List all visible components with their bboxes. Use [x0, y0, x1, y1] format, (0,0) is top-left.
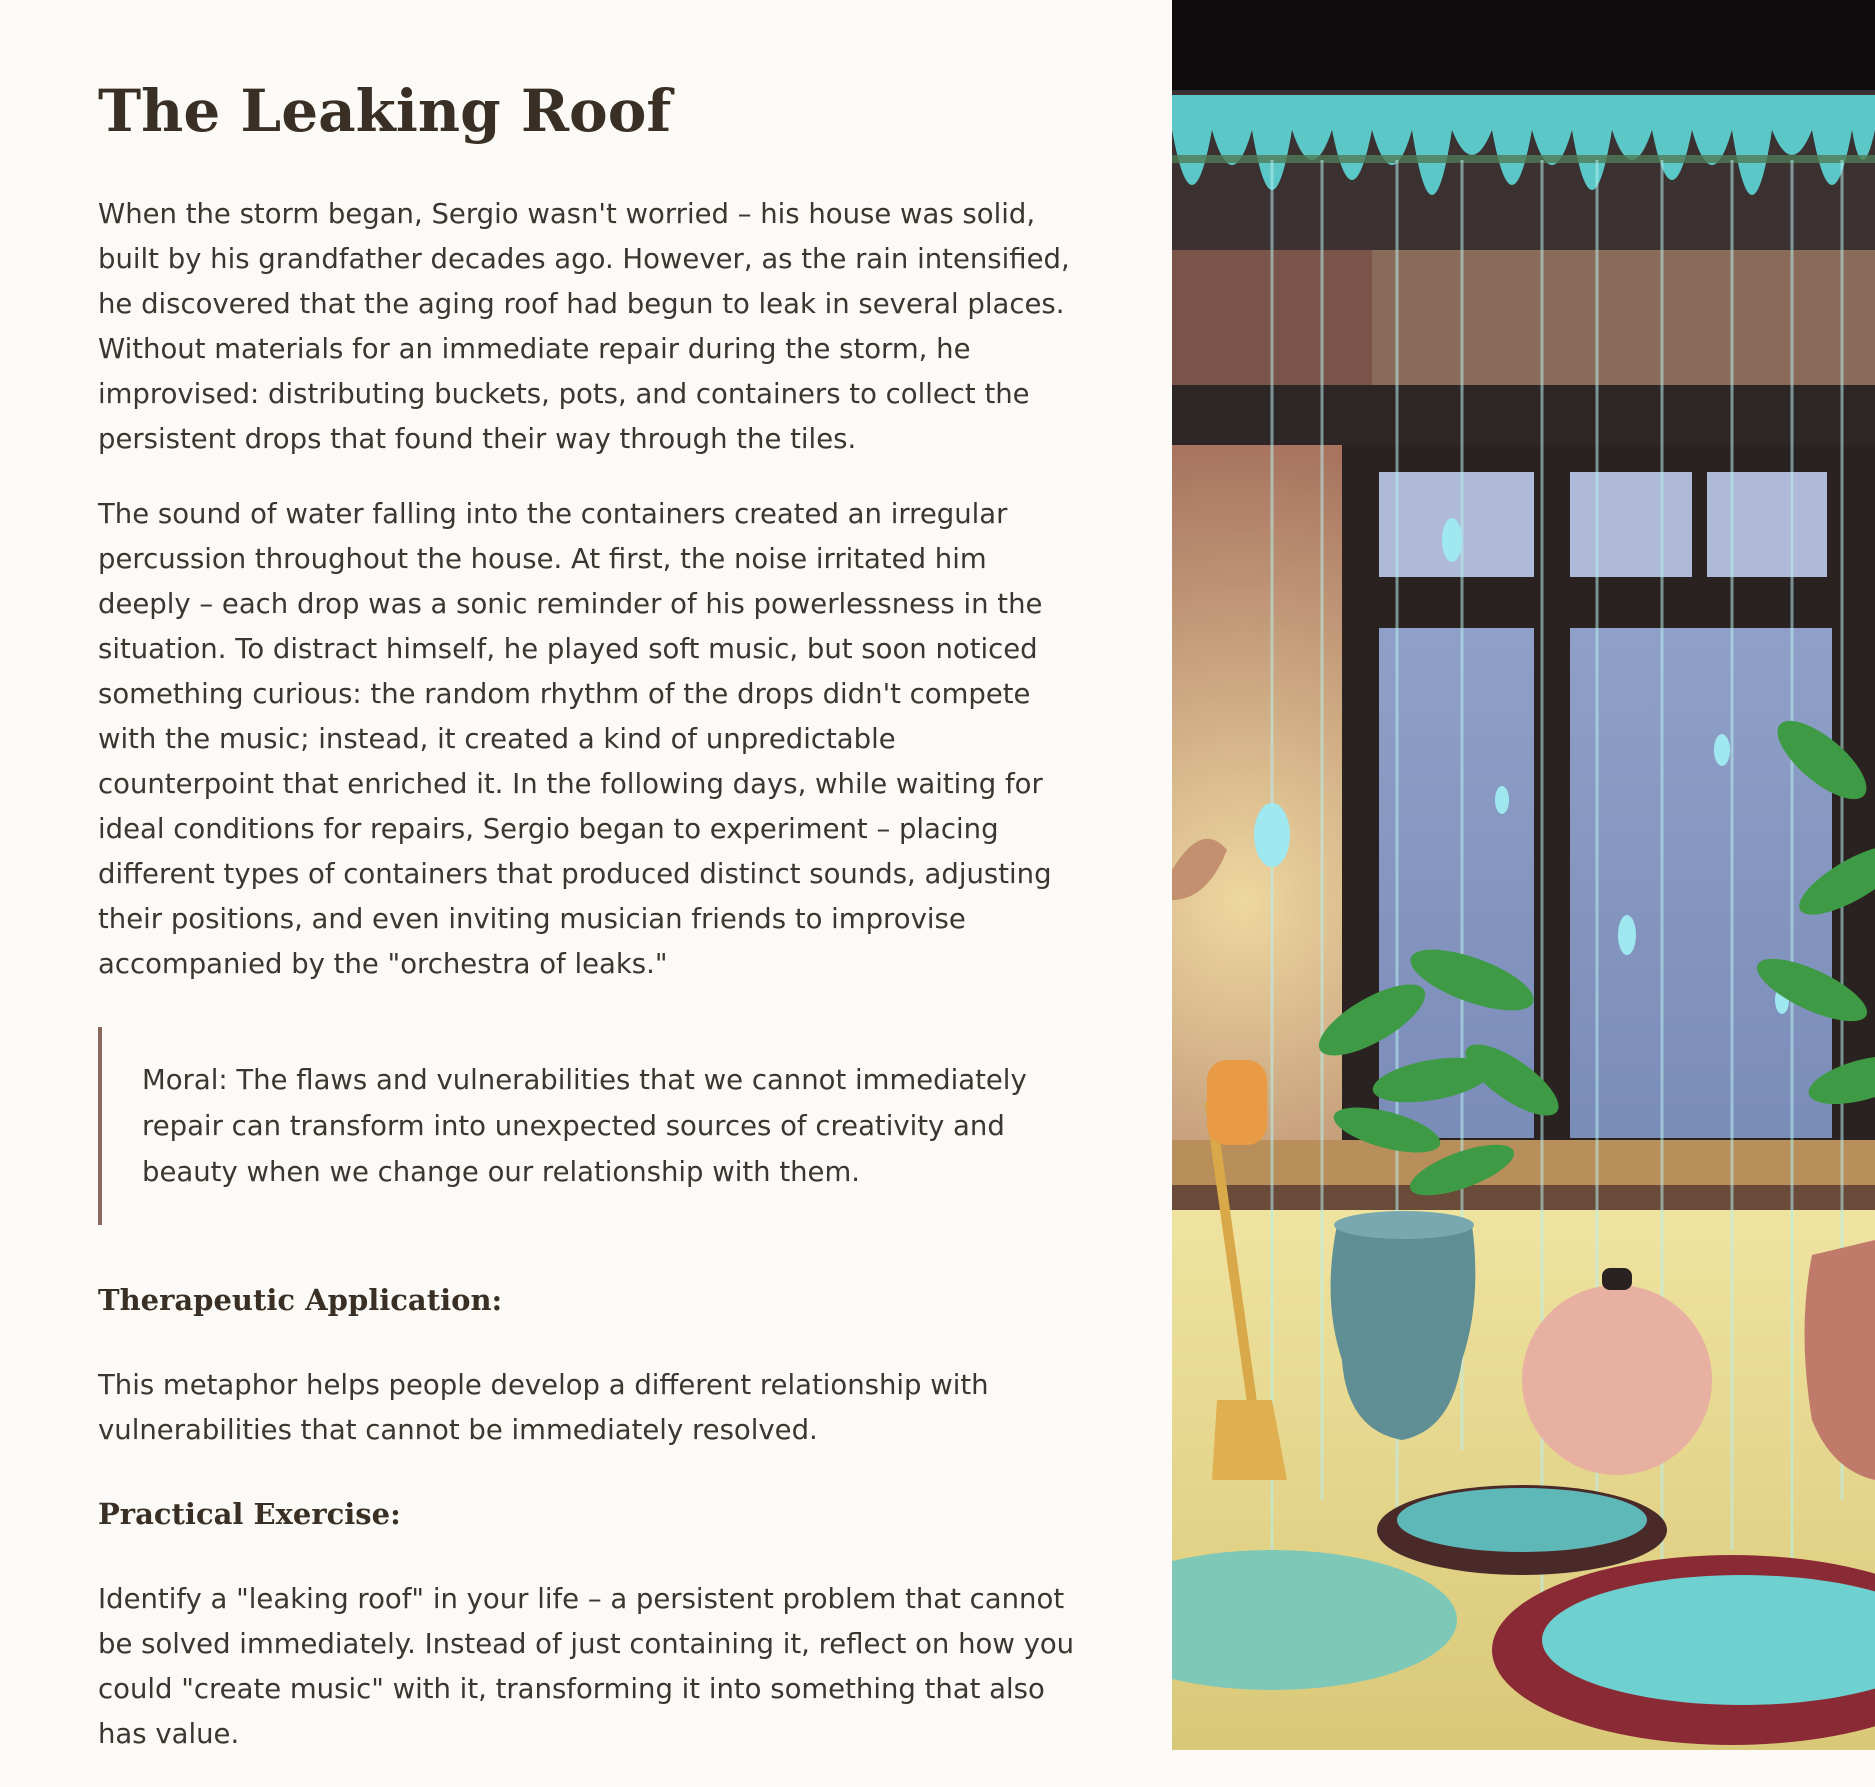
moral-text: Moral: The flaws and vulnerabilities that we cannot immediately repair can transform into unexpected sources of creativity and beauty when we change our relationship with them. — [142, 1063, 1027, 1188]
rainy-room-illustration — [1172, 0, 1875, 1750]
therapeutic-heading: Therapeutic Application: — [98, 1282, 503, 1317]
article — [98, 77, 1078, 1787]
exercise-heading: Practical Exercise: — [98, 1496, 401, 1531]
page-title: The Leaking Roof — [98, 77, 672, 145]
moral-blockquote — [98, 1027, 1078, 1225]
therapeutic-text: This metaphor helps people develop a different relationship with vulnerabilities that cannot be immediately resolved. — [98, 1368, 989, 1446]
story-paragraph-2: The sound of water falling into the containers created an irregular percussion throughout the house. At first, the noise irritated him deeply – each drop was a sonic reminder of his powerlessness in the situation. To distract himself, he played soft music, but soon noticed something curious: the random rhythm of the drops didn't compete with the music; instead, it created a kind of unpredictable counterpoint that enriched it. In the following days, while waiting for ideal conditions for repairs, Sergio began to experiment – placing different types of containers that produced distinct sounds, adjusting their positions, and even inviting musician friends to improvise accompanied by the "orchestra of leaks." — [98, 497, 1052, 980]
exercise-text: Identify a "leaking roof" in your life – a persistent problem that cannot be solved immediately. Instead of just containing it, reflect on how you could "create music" with it, transforming it into something that also has value. — [98, 1582, 1075, 1750]
story-paragraph-1: When the storm began, Sergio wasn't worried – his house was solid, built by his grandfather decades ago. However, as the rain intensified, he discovered that the aging roof had begun to leak in several places. Without materials for an immediate repair during the storm, he improvised: distributing buckets, pots, and containers to collect the persistent drops that found their way through the tiles. — [98, 197, 1070, 455]
illustration-svg — [1172, 0, 1875, 1750]
